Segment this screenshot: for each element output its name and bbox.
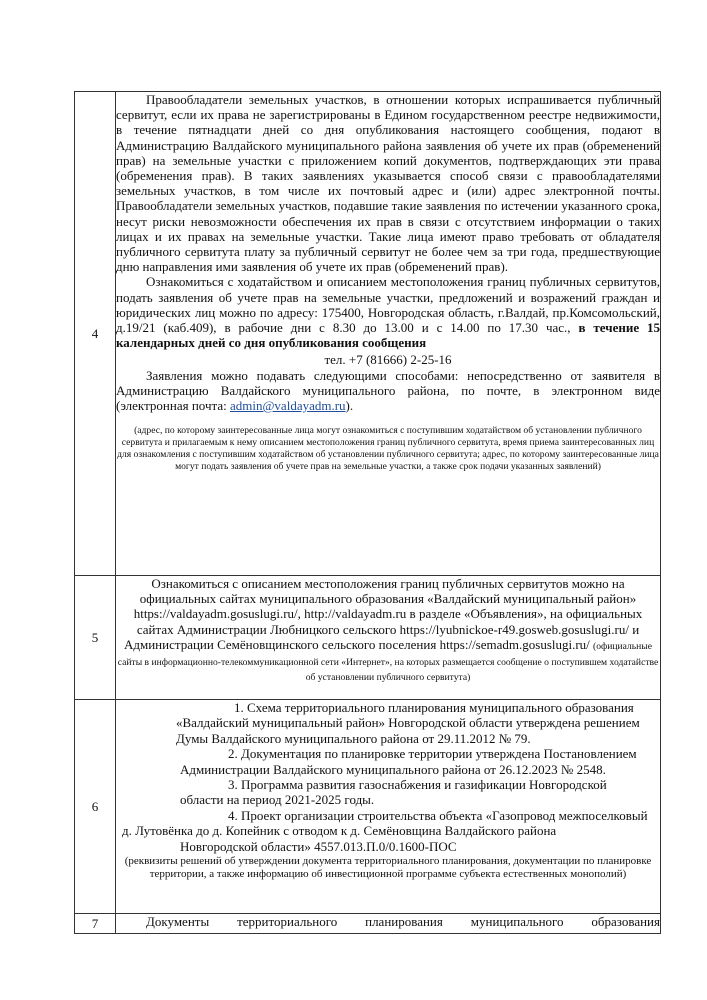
phone-line: тел. +7 (81666) 2-25-16	[324, 352, 452, 368]
doc-item-1c: Думы Валдайского муниципального района от 29.11.2012 № 79.	[176, 730, 531, 746]
doc-item-4a: 4. Проект организации строительства объекта «Газопровод межпоселковый	[228, 807, 648, 823]
territorial-docs-paragraph: Документы территориального планирования муниципального образования	[146, 914, 660, 929]
rights-holders-paragraph: Правообладатели земельных участков, в отношении которых испрашивается публичный сервитут, если их права не зарегистрированы в Едином государственном реестре недвижимости, в течение пятнадцати дней со дня опубликования настоящего сообщения, подают в Администрацию Валдайского муниципального района заявления об учете их прав (обременений прав) на земельные участки с приложением копий документов, подтверждающих эти права (обременения прав). В таких заявлениях указывается способ связи с правообладателями земельных участков, в том числе их почтовый адрес и (или) адрес электронной почты. Правообладатели земельных участков, подавшие такие заявления по истечении указанного срока, несут риски невозможности обеспечения их прав в связи с отсутствием информации о таких лицах и их правах на земельные участки. Такие лица имеют право требовать от обладателя публичного сервитута плату за публичный сервитут не более чем за три года, предшествующие дню направления ими заявления об учете их прав (обременений прав).	[116, 92, 660, 275]
row-note: (адрес, по которому заинтересованные лица могут ознакомиться с поступившим ходатайством об установлении публичного сервитута и прилагаемым к нему описанием местоположения границ публичного сервитута, время приема заинтересованных лиц для ознакомления с поступившим ходатайством об установлении публичного сервитута; адрес, по которому заинтересованные лица могут подать заявления об учете прав на земельные участки, а также срок подачи указанных заявлений)	[117, 425, 659, 472]
review-paragraph: Ознакомиться с ходатайством и описанием местоположения границ публичных сервитутов, подать заявления об учете прав на земельные участки, предложений и возражений граждан и юридических лиц можно по адресу: 175400, Новгородская область, г.Валдай, пр.Комсомольский, д.19/21 (каб.409), в рабочие дни с 8.30 до 13.00 и с 14.00 по 17.30 час., в течение 15 календарных дней со дня опубликования сообщения	[116, 274, 660, 351]
row-content	[116, 576, 661, 700]
table-row	[75, 576, 661, 700]
row-number: 7	[75, 914, 116, 934]
email-link[interactable]: admin@valdayadm.ru	[229, 398, 346, 414]
row-content	[116, 92, 661, 576]
doc-item-2b: Администрации Валдайского муниципального района от 26.12.2023 № 2548.	[180, 761, 606, 777]
row-note: (реквизиты решений об утверждении документа территориального планирования, документации по планировке территории, а также информацию об инвестиционной программе субъекта естественных монополий)	[124, 855, 652, 881]
doc-item-2a: 2. Документация по планировке территории утверждена Постановлением	[228, 746, 637, 762]
doc-item-4b: д. Лутовёнка до д. Копейник с отводом к д. Семёновщина Валдайского района	[122, 823, 557, 839]
doc-item-1a: 1. Схема территориального планирования муниципального образования	[234, 700, 634, 715]
table-row	[75, 92, 661, 576]
doc-item-3a: 3. Программа развития газоснабжения и газификации Новгородской	[228, 777, 607, 793]
deadline-text: в течение 15 календарных дней со дня опубликования сообщения	[116, 320, 660, 351]
table-row	[75, 914, 661, 934]
row-content	[116, 700, 661, 914]
submission-paragraph: Заявления можно подавать следующими способами: непосредственно от заявителя в Администрацию Валдайского муниципального района, по почте, в электронном виде (электронная почта: admin@valdayadm.ru).	[116, 367, 660, 414]
row-number: 6	[75, 700, 116, 914]
doc-item-3b: области на период 2021-2025 годы.	[180, 792, 375, 808]
table-row	[75, 700, 661, 914]
row-note: (официальные сайты в информационно-телекоммуникационной сети «Интернет», на которых размещается сообщение о поступившем ходатайстве об установлении публичного сервитута)	[117, 640, 659, 684]
notice-table	[74, 91, 661, 934]
doc-item-4c: Новгородской области» 4557.013.П.0/0.1600-ПОС	[180, 838, 457, 854]
sites-paragraph: Ознакомиться с описанием местоположения границ публичных сервитутов можно на официальных сайтах муниципального образования «Валдайский муниципальный район» https://valdayadm.gosuslugi.ru/, http://valdayadm.ru в разделе «Объявления», на официальных сайтах Администрации Любницкого сельского https://lyubnickoe-r49.gosweb.gosuslugi.ru/ и Администрации Семёновщинского сельского поселения https://semadm.gosuslugi.ru/ (официальные сайты в информационно-телекоммуникационной сети «Интернет», на которых размещается сообщение о поступившем ходатайстве об установлении публичного сервитута)	[117, 576, 659, 684]
row-content	[116, 914, 661, 934]
doc-item-1b: «Валдайский муниципальный район» Новгородской области утверждена решением	[176, 715, 640, 731]
row-number: 4	[75, 92, 116, 576]
row-number: 5	[75, 576, 116, 700]
